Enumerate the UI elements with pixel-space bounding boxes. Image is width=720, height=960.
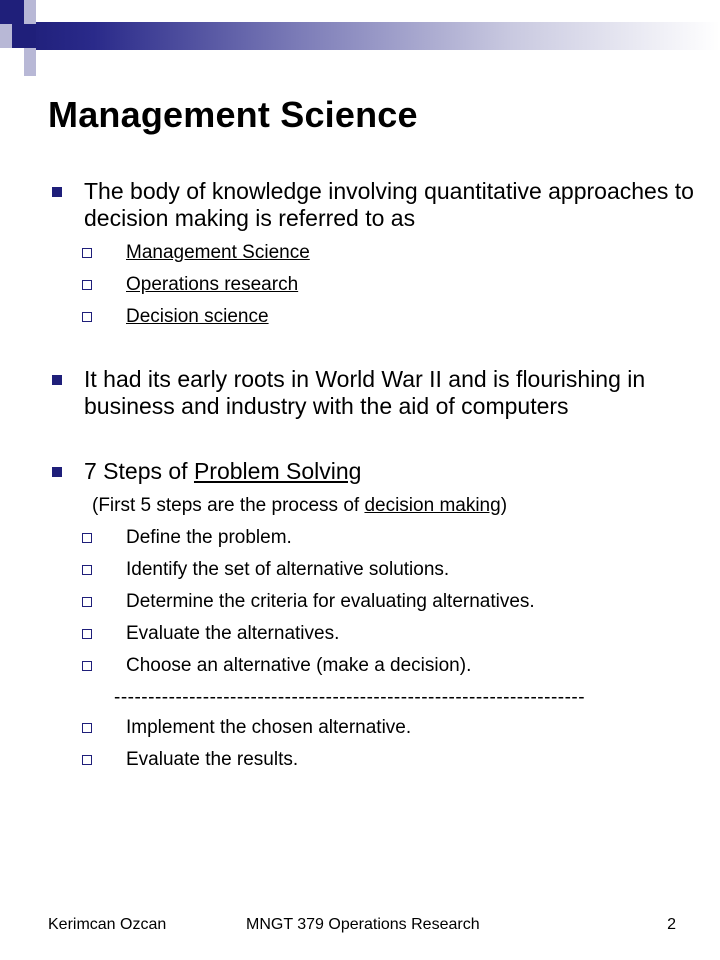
square-bullet-icon	[52, 375, 62, 385]
step-text: Implement the chosen alternative.	[126, 717, 412, 738]
bullet-text: The body of knowledge involving quantitative approaches to decision making is referred to as	[84, 178, 694, 231]
step-text: Evaluate the alternatives.	[126, 623, 340, 644]
list-item	[48, 591, 698, 613]
slide-footer	[48, 916, 676, 936]
step-text: Define the problem.	[126, 527, 292, 548]
term-operations-research: Operations research	[126, 274, 299, 295]
hollow-square-bullet-icon	[82, 280, 92, 290]
bullet-text: It had its early roots in World War II and is flourishing in business and industry with the aid of computers	[84, 366, 646, 419]
term-management-science: Management Science	[126, 242, 310, 263]
header-square	[12, 24, 36, 48]
hollow-square-bullet-icon	[82, 312, 92, 322]
term-problem-solving: Problem Solving	[193, 458, 362, 484]
list-item	[48, 717, 698, 739]
header-decoration	[0, 0, 720, 58]
slide-title: Management Science	[48, 94, 418, 135]
footer-course: MNGT 379 Operations Research	[246, 916, 480, 933]
bullet-early-roots	[48, 366, 698, 420]
list-item	[48, 527, 698, 549]
hollow-square-bullet-icon	[82, 629, 92, 639]
step-text: Identify the set of alternative solutions.	[126, 559, 450, 580]
footer-page-number: 2	[667, 916, 676, 933]
header-square	[24, 48, 36, 76]
slide-content	[48, 178, 698, 781]
header-square	[0, 0, 24, 24]
hollow-square-bullet-icon	[82, 755, 92, 765]
list-item	[48, 623, 698, 645]
hollow-square-bullet-icon	[82, 597, 92, 607]
hollow-square-bullet-icon	[82, 723, 92, 733]
term-decision-science: Decision science	[126, 306, 269, 327]
header-gradient-band	[24, 22, 720, 50]
bullet-problem-solving	[48, 458, 698, 485]
term-decision-making: decision making	[364, 495, 501, 516]
hollow-square-bullet-icon	[82, 661, 92, 671]
step-text: Evaluate the results.	[126, 749, 299, 770]
square-bullet-icon	[52, 467, 62, 477]
list-item	[48, 655, 698, 677]
header-square	[0, 24, 12, 48]
hollow-square-bullet-icon	[82, 565, 92, 575]
list-item	[48, 274, 698, 296]
bullet-quantitative-approaches	[48, 178, 698, 232]
list-item	[48, 749, 698, 771]
step-text: Choose an alternative (make a decision).	[126, 655, 472, 676]
decision-making-note: (First 5 steps are the process of decision making)	[92, 495, 508, 516]
dashed-separator: ---------------------------------------------------------------------	[114, 687, 586, 708]
square-bullet-icon	[52, 187, 62, 197]
bullet-text-prefix: 7 Steps of	[84, 458, 194, 484]
header-square	[24, 0, 36, 24]
list-item	[48, 559, 698, 581]
hollow-square-bullet-icon	[82, 248, 92, 258]
list-item	[48, 306, 698, 328]
step-text: Determine the criteria for evaluating alternatives.	[126, 591, 535, 612]
hollow-square-bullet-icon	[82, 533, 92, 543]
footer-author: Kerimcan Ozcan	[48, 916, 167, 933]
list-item	[48, 242, 698, 264]
